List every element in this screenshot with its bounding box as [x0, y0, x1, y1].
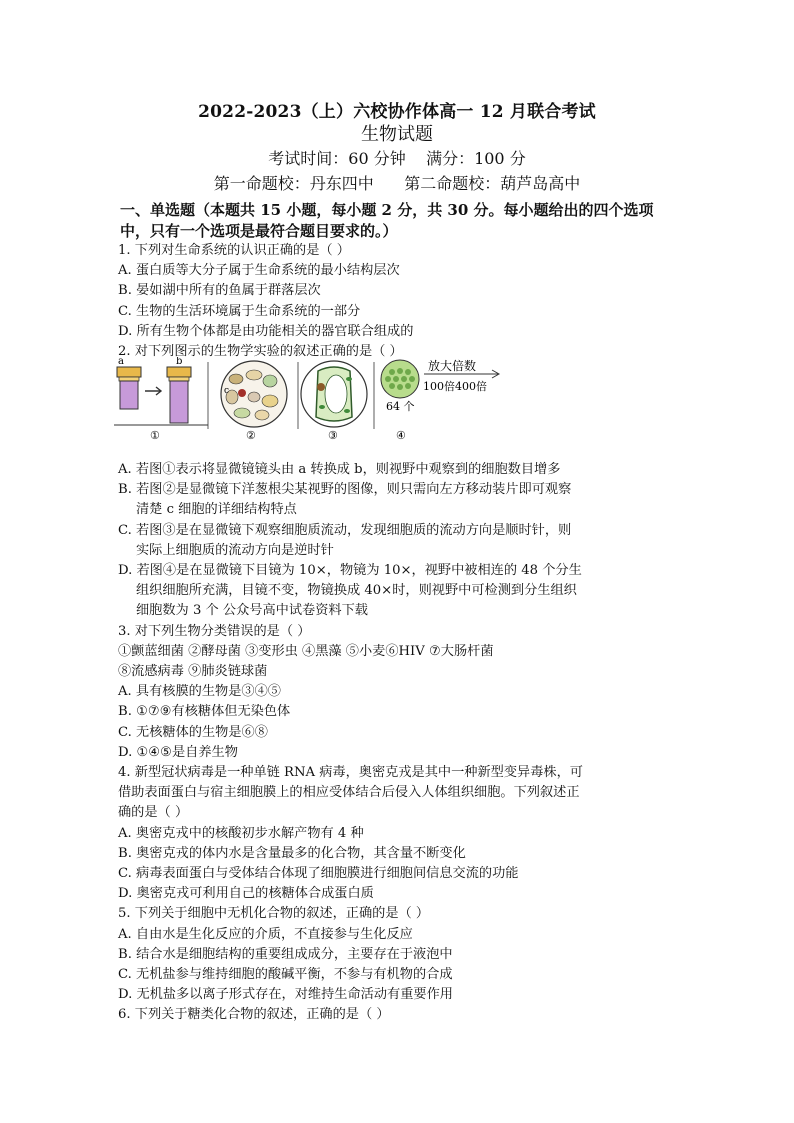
cell-field-icon — [381, 360, 419, 398]
q5-stem: 5. 下列关于细胞中无机化合物的叙述，正确的是（ ） — [118, 906, 430, 922]
q2-option-c-line2: 实际上细胞质的流动方向是逆时针 — [136, 542, 334, 558]
q4-option-d: D. 奥密克戎可利用自己的核糖体合成蛋白质 — [118, 886, 374, 902]
q1-option-c: C. 生物的生活环境属于生命系统的一部分 — [118, 303, 361, 319]
q2-option-d-line2: 组织细胞所充满，目镜不变，物镜换成 40×时，则视野中可检测到分生组织 — [136, 583, 577, 599]
q1-stem: 1. 下列对生命系统的认识正确的是（ ） — [118, 243, 350, 258]
question-1 — [118, 241, 688, 362]
q3-list-line1: ①颤蓝细菌 ②酵母菌 ③变形虫 ④黑藻 ⑤小麦⑥HIV ⑦大肠杆菌 — [118, 643, 494, 659]
q2-option-a: A. 若图①表示将显微镜镜头由 a 转换成 b，则视野中观察到的细胞数目增多 — [118, 462, 561, 477]
q1-option-a: A. 蛋白质等大分子属于生命系统的最小结构层次 — [118, 263, 400, 279]
fig-label-a: a — [118, 357, 124, 367]
q3-stem: 3. 对下列生物分类错误的是（ ） — [118, 623, 311, 639]
q3-list-line2: ⑧流感病毒 ⑨肺炎链球菌 — [118, 664, 268, 680]
fig-cell-c — [238, 389, 246, 397]
q2-option-d-line1: D. 若图④是在显微镜下目镜为 10×，物镜为 10×，视野中被相连的 48 个分生 — [118, 563, 582, 579]
q4-stem-line3: 确的是（ ） — [118, 805, 189, 821]
q3-option-a: A. 具有核膜的生物是③④⑤ — [118, 684, 281, 700]
q4-option-b: B. 奥密克戎的体内水是含量最多的化合物，其含量不断变化 — [118, 845, 466, 861]
root-tip-field-icon — [221, 361, 287, 427]
fig-cell-count: 64 个 — [386, 400, 415, 413]
fig-label-b: b — [176, 357, 183, 367]
exam-schools: 第一命题校：丹东四中 第二命题校：葫芦岛高中 — [213, 174, 581, 193]
q5-option-b: B. 结合水是细胞结构的重要组成成分，主要存在于液泡中 — [118, 946, 453, 962]
q2-stem: 2. 对下列图示的生物学实验的叙述正确的是（ ） — [118, 344, 403, 360]
fig-number-4: ④ — [396, 429, 406, 442]
exam-title: 2022-2023（上）六校协作体高一 12 月联合考试 — [198, 102, 596, 122]
q2-option-c-line1: C. 若图③是在显微镜下观察细胞质流动，发现细胞质的流动方向是顺时针，则 — [118, 522, 572, 538]
q6-stem: 6. 下列关于糖类化合物的叙述，正确的是（ ） — [118, 1007, 390, 1023]
section-heading-line2: 中，只有一个选项是最符合题目要求的。） — [120, 222, 398, 240]
exam-meta: 考试时间：60 分钟 满分：100 分 — [268, 149, 526, 168]
fig-number-3: ③ — [328, 429, 338, 442]
lens-b-icon — [167, 367, 191, 423]
q1-option-d: D. 所有生物个体都是由功能相关的器官联合组成的 — [118, 323, 414, 339]
q3-option-b: B. ①⑦⑨有核糖体但无染色体 — [118, 704, 291, 720]
plant-cell-icon — [301, 361, 367, 427]
lens-a-icon — [117, 367, 141, 409]
q3-option-d: D. ①④⑤是自养生物 — [118, 744, 238, 760]
q4-option-a: A. 奥密克戎中的核酸初步水解产物有 4 种 — [118, 825, 364, 841]
q5-option-c: C. 无机盐参与维持细胞的酸碱平衡，不参与有机物的合成 — [118, 967, 453, 983]
section-heading — [120, 200, 680, 242]
section-heading-line1: 一、单选题（本题共 15 小题，每小题 2 分，共 30 分。每小题给出的四个选项 — [120, 201, 654, 219]
q5-option-d: D. 无机盐多以离子形式存在，对维持生命活动有重要作用 — [118, 987, 453, 1003]
q3-option-c: C. 无核糖体的生物是⑥⑧ — [118, 724, 268, 740]
q4-stem-line2: 借助表面蛋白与宿主细胞膜上的相应受体结合后侵入人体组织细胞。下列叙述正 — [118, 785, 580, 801]
q4-option-c: C. 病毒表面蛋白与受体结合体现了细胞膜进行细胞间信息交流的功能 — [118, 866, 519, 882]
fig-mag-label: 放大倍数 — [428, 359, 477, 373]
fig-number-2: ② — [246, 429, 256, 442]
fig-number-1: ① — [150, 429, 160, 442]
fig-label-c: c — [224, 386, 230, 396]
q1-option-b: B. 晏如湖中所有的鱼属于群落层次 — [118, 283, 321, 299]
q4-stem-line1: 4. 新型冠状病毒是一种单链 RNA 病毒，奥密克戎是其中一种新型变异毒株，可 — [118, 765, 583, 781]
fig-mag-values: 100倍400倍 — [423, 380, 487, 393]
q2-figure — [112, 357, 512, 447]
q5-option-a: A. 自由水是生化反应的介质，不直接参与生化反应 — [118, 926, 413, 942]
arrow-icon — [145, 387, 161, 395]
q2-option-b-line2: 清楚 c 细胞的详细结构特点 — [136, 502, 297, 518]
q2-option-d-line3: 细胞数为 3 个 公众号高中试卷资料下载 — [136, 603, 368, 619]
exam-subtitle: 生物试题 — [361, 124, 433, 145]
q2-options — [118, 460, 688, 1026]
q2-option-b-line1: B. 若图②是显微镜下洋葱根尖某视野的图像，则只需向左方移动装片即可观察 — [118, 482, 572, 498]
